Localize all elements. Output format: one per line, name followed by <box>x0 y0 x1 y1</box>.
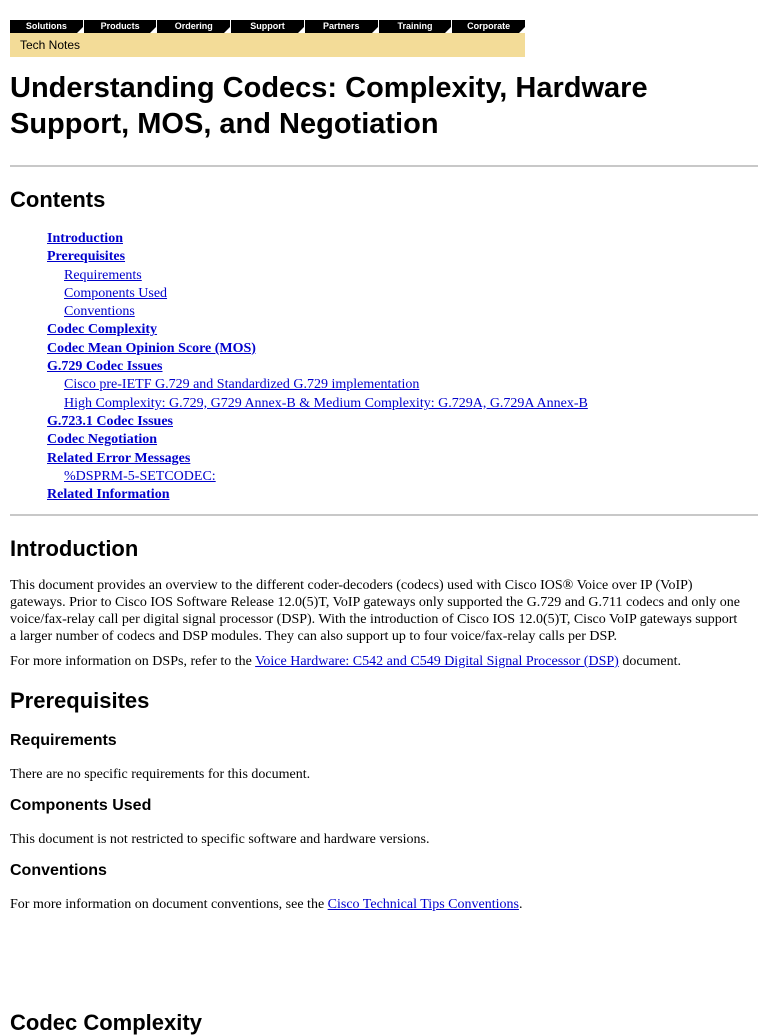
components-heading: Components Used <box>10 797 152 814</box>
nav-tab-products[interactable]: Products <box>83 20 157 33</box>
contents-heading: Contents <box>10 187 106 212</box>
components-text: This document is not restricted to specific software and hardware versions. <box>10 832 430 847</box>
top-navigation <box>10 20 525 57</box>
toc-item <box>47 486 588 504</box>
dsp-document-link[interactable]: Voice Hardware: C542 and C549 Digital Signal Processor (DSP) <box>255 654 619 669</box>
toc-item <box>47 285 588 303</box>
nav-tab-ordering[interactable]: Ordering <box>156 20 230 33</box>
toc-link[interactable]: Cisco pre-IETF G.729 and Standardized G.729 implementation <box>64 377 420 393</box>
section-bar: Tech Notes <box>10 33 525 57</box>
toc-link[interactable]: Codec Mean Opinion Score (MOS) <box>47 340 256 356</box>
toc-link[interactable]: Related Error Messages <box>47 450 191 466</box>
toc-link[interactable]: G.723.1 Codec Issues <box>47 413 174 429</box>
toc-item <box>47 340 588 358</box>
toc-link[interactable]: Introduction <box>47 231 123 246</box>
codec-complexity-heading: Codec Complexity <box>10 1010 202 1035</box>
conventions-link[interactable]: Cisco Technical Tips Conventions <box>327 897 519 912</box>
toc-item <box>47 431 588 449</box>
page-title: Understanding Codecs: Complexity, Hardware Support, MOS, and Negotiation <box>10 72 648 140</box>
conventions-heading: Conventions <box>10 862 107 879</box>
nav-tab-support[interactable]: Support <box>230 20 304 33</box>
toc-link[interactable]: G.729 Codec Issues <box>47 359 163 375</box>
toc-link[interactable]: High Complexity: G.729, G729 Annex-B & Medium Complexity: G.729A, G.729A Annex-B <box>64 395 588 411</box>
nav-tab-corporate[interactable]: Corporate <box>451 20 525 33</box>
table-of-contents <box>47 230 588 504</box>
toc-link[interactable]: Conventions <box>64 304 135 320</box>
toc-link[interactable]: Components Used <box>64 285 168 301</box>
toc-item <box>47 230 588 248</box>
prerequisites-heading: Prerequisites <box>10 688 150 713</box>
divider <box>10 514 758 516</box>
toc-link[interactable]: %DSPRM-5-SETCODEC: <box>64 468 216 484</box>
conventions-text: For more information on document conventions, see the Cisco Technical Tips Conventions. <box>10 897 523 912</box>
toc-item <box>47 358 588 376</box>
toc-item <box>47 248 588 266</box>
nav-tab-solutions[interactable]: Solutions <box>10 20 83 33</box>
toc-link[interactable]: Codec Complexity <box>47 322 158 338</box>
toc-item <box>47 303 588 321</box>
requirements-text: There are no specific requirements for this document. <box>10 767 311 782</box>
toc-item <box>47 468 588 486</box>
toc-link[interactable]: Prerequisites <box>47 249 126 265</box>
introduction-paragraph: This document provides an overview to the different coder-decoders (codecs) used with Cisco IOS® Voice over IP (VoIP) gateways. Prior to Cisco IOS Software Release 12.0(5)T, VoIP gateways only supported the G.729 and G.711 codecs and only one voice/fax-relay call per digital signal processor (DSP). With the introduction of Cisco IOS 12.0(5)T, Cisco VoIP gateways support a larger number of codecs and DSP modules. They can also support up to four voice/fax-relay calls per DSP. <box>10 578 740 644</box>
toc-item <box>47 395 588 413</box>
toc-link[interactable]: Related Information <box>47 487 170 503</box>
toc-item <box>47 413 588 431</box>
toc-item <box>47 321 588 339</box>
nav-tabs <box>10 20 525 33</box>
nav-tab-training[interactable]: Training <box>378 20 452 33</box>
nav-tab-partners[interactable]: Partners <box>304 20 378 33</box>
toc-link[interactable]: Codec Negotiation <box>47 432 158 448</box>
toc-item <box>47 376 588 394</box>
toc-item <box>47 450 588 468</box>
dsp-reference-paragraph: For more information on DSPs, refer to the Voice Hardware: C542 and C549 Digital Signal Processor (DSP) document. <box>10 654 682 669</box>
toc-link[interactable]: Requirements <box>64 267 142 283</box>
divider <box>10 165 758 167</box>
requirements-heading: Requirements <box>10 732 117 749</box>
toc-item <box>47 267 588 285</box>
introduction-heading: Introduction <box>10 536 139 561</box>
